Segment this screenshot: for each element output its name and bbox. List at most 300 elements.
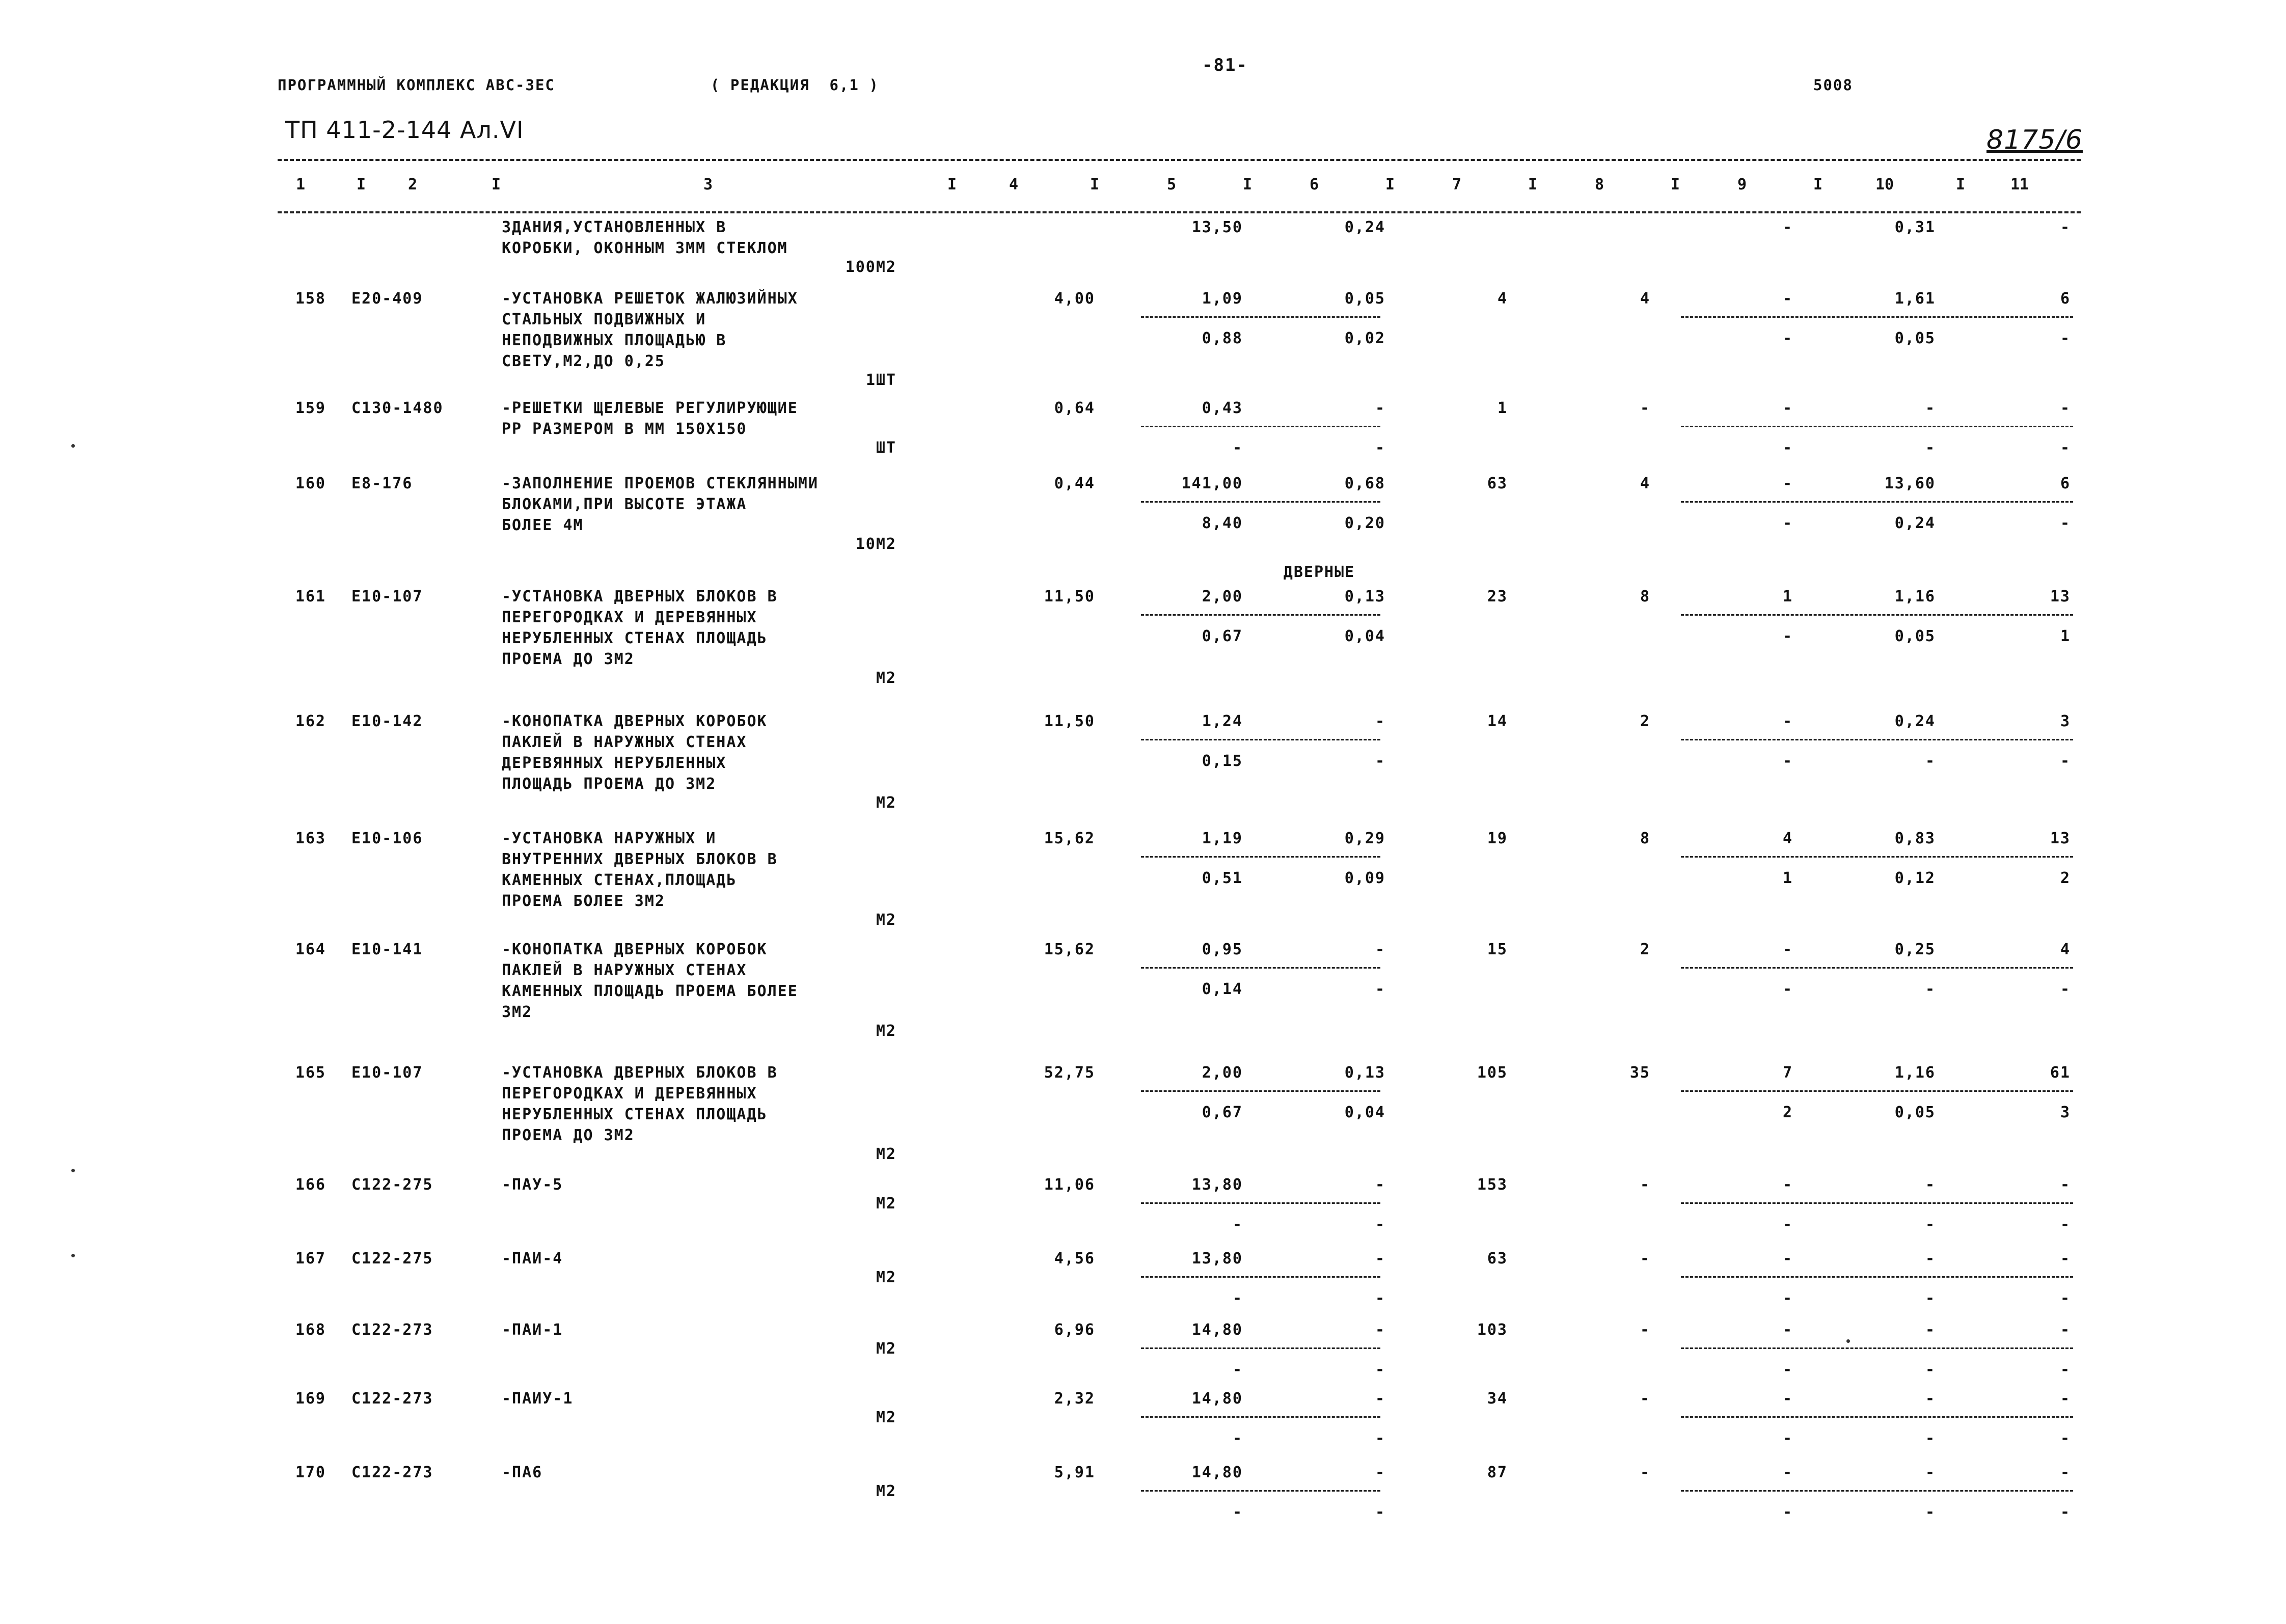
document-number: 8175/6 — [1986, 125, 2083, 155]
work-description: -ПАИ-4 — [502, 1250, 563, 1268]
work-description: КАМЕННЫХ СТЕНАХ,ПЛОЩАДЬ — [502, 871, 737, 889]
col10-subvalue: - — [1925, 752, 1936, 770]
work-description: ПАКЛЕЙ В НАРУЖНЫХ СТЕНАХ — [502, 961, 747, 979]
col7-value: 87 — [1487, 1464, 1508, 1481]
work-description: ПРОЕМА БОЛЕЕ 3М2 — [502, 892, 665, 910]
column-separator: I — [1243, 176, 1253, 194]
work-description: ДЕРЕВЯННЫХ НЕРУБЛЕННЫХ — [502, 754, 727, 772]
col10-value: - — [1925, 1464, 1936, 1481]
work-description: -УСТАНОВКА ДВЕРНЫХ БЛОКОВ В — [502, 588, 778, 605]
row-number: 164 — [295, 941, 326, 958]
col9-subvalue: - — [1782, 752, 1793, 770]
column-header-5: 5 — [1166, 176, 1177, 194]
work-description: КАМЕННЫХ ПЛОЩАДЬ ПРОЕМА БОЛЕЕ — [502, 982, 798, 1000]
row-number: 167 — [295, 1250, 326, 1268]
col6-subvalue: - — [1375, 1289, 1385, 1307]
scan-speck — [71, 1254, 75, 1257]
work-description: -ПАИУ-1 — [502, 1390, 574, 1408]
col9-subvalue: - — [1782, 1289, 1793, 1307]
subtotal-rule — [1141, 739, 1380, 740]
col11-value: - — [2060, 1176, 2071, 1194]
col11-subvalue: - — [2060, 752, 2071, 770]
rate-code: Е10-107 — [351, 1064, 423, 1082]
subtotal-rule — [1681, 501, 2073, 503]
col5-subvalue: - — [1232, 1503, 1243, 1521]
col6-subvalue: - — [1375, 980, 1385, 998]
col6-subvalue: - — [1375, 1503, 1385, 1521]
col9-value: - — [1782, 290, 1793, 308]
col5-value: 14,80 — [1191, 1464, 1243, 1481]
col8-value: - — [1640, 1464, 1650, 1481]
col7-value: 63 — [1487, 1250, 1508, 1268]
col11-value: 61 — [2050, 1064, 2071, 1082]
column-header-6: 6 — [1309, 176, 1319, 194]
col9-value: - — [1782, 218, 1793, 236]
col10-subvalue: - — [1925, 1289, 1936, 1307]
quantity: 6,96 — [1054, 1321, 1095, 1339]
column-separator: I — [1671, 176, 1680, 194]
column-header-1: 1 — [295, 176, 306, 194]
quantity: 4,00 — [1054, 290, 1095, 308]
page-marker: -81- — [1202, 55, 1248, 75]
col5-subvalue: 0,14 — [1202, 980, 1243, 998]
subtotal-rule — [1141, 316, 1380, 318]
col10-subvalue: 0,05 — [1894, 627, 1936, 645]
col6-subvalue: 0,09 — [1344, 869, 1385, 887]
col5-subvalue: 0,88 — [1202, 329, 1243, 347]
col10-subvalue: - — [1925, 1216, 1936, 1233]
col10-subvalue: - — [1925, 1503, 1936, 1521]
quantity: 11,50 — [1044, 588, 1095, 605]
col5-value: 1,09 — [1202, 290, 1243, 308]
col8-value: 35 — [1629, 1064, 1650, 1082]
col5-value: 1,24 — [1202, 712, 1243, 730]
col11-subvalue: - — [2060, 1361, 2071, 1379]
subtotal-rule — [1681, 1276, 2073, 1278]
col8-value: - — [1640, 1176, 1650, 1194]
col5-value: 13,50 — [1191, 218, 1243, 236]
row-number: 160 — [295, 475, 326, 492]
col6-subvalue: - — [1375, 439, 1385, 457]
col9-subvalue: - — [1782, 980, 1793, 998]
col11-subvalue: - — [2060, 1289, 2071, 1307]
row-number: 162 — [295, 712, 326, 730]
col6-value: - — [1375, 1464, 1385, 1481]
col6-subvalue: 0,20 — [1344, 514, 1385, 532]
col7-value: 15 — [1487, 941, 1508, 958]
subtotal-rule — [1681, 1490, 2073, 1492]
col7-value: 14 — [1487, 712, 1508, 730]
col9-value: - — [1782, 475, 1793, 492]
subtotal-rule — [1681, 1090, 2073, 1092]
column-header-9: 9 — [1737, 176, 1747, 194]
subtotal-rule — [1141, 1347, 1380, 1349]
col6-value: - — [1375, 712, 1385, 730]
subtotal-rule — [1141, 426, 1380, 427]
col8-value: 4 — [1640, 475, 1650, 492]
col11-subvalue: - — [2060, 439, 2071, 457]
header-rule-top — [278, 159, 2081, 161]
col11-subvalue: - — [2060, 980, 2071, 998]
col9-subvalue: - — [1782, 1503, 1793, 1521]
col11-subvalue: - — [2060, 329, 2071, 347]
column-header-10: 10 — [1875, 176, 1894, 194]
col5-value: 1,19 — [1202, 830, 1243, 847]
col10-value: 0,31 — [1894, 218, 1936, 236]
col5-subvalue: - — [1232, 439, 1243, 457]
work-description: ПЕРЕГОРОДКАХ И ДЕРЕВЯННЫХ — [502, 1085, 757, 1103]
col10-value: - — [1925, 1390, 1936, 1408]
col10-value: - — [1925, 1250, 1936, 1268]
col6-value: - — [1375, 941, 1385, 958]
row-number: 169 — [295, 1390, 326, 1408]
rate-code: С122-275 — [351, 1250, 433, 1268]
col9-subvalue: 1 — [1782, 869, 1793, 887]
col6-value: 0,29 — [1344, 830, 1385, 847]
col9-value: - — [1782, 1464, 1793, 1481]
col5-value: 0,43 — [1202, 399, 1243, 417]
work-description: -РЕШЕТКИ ЩЕЛЕВЫЕ РЕГУЛИРУЮЩИЕ — [502, 399, 798, 417]
col9-subvalue: - — [1782, 1429, 1793, 1447]
col6-value: 0,24 — [1344, 218, 1385, 236]
work-description: РР РАЗМЕРОМ В ММ 150Х150 — [502, 420, 747, 438]
col5-subvalue: - — [1232, 1216, 1243, 1233]
col11-value: 4 — [2060, 941, 2071, 958]
col10-subvalue: 0,24 — [1894, 514, 1936, 532]
subtotal-rule — [1681, 739, 2073, 740]
subtotal-rule — [1681, 1202, 2073, 1204]
work-description: СВЕТУ,М2,ДО 0,25 — [502, 352, 665, 370]
quantity: 4,56 — [1054, 1250, 1095, 1268]
rate-code: Е20-409 — [351, 290, 423, 308]
row-number: 168 — [295, 1321, 326, 1339]
scan-speck — [71, 1169, 75, 1172]
col8-value: 8 — [1640, 830, 1650, 847]
subtotal-rule — [1141, 1490, 1380, 1492]
col10-subvalue: 0,12 — [1894, 869, 1936, 887]
header-rule-bottom — [278, 211, 2081, 213]
subtotal-rule — [1681, 1416, 2073, 1418]
col10-value: - — [1925, 399, 1936, 417]
rate-code: Е10-106 — [351, 830, 423, 847]
column-separator: I — [1528, 176, 1538, 194]
work-description: НЕРУБЛЕННЫХ СТЕНАХ ПЛОЩАДЬ — [502, 629, 768, 647]
unit-of-measure: М2 — [876, 794, 896, 812]
column-separator: I — [1813, 176, 1823, 194]
edition-label: ( РЕДАКЦИЯ 6,1 ) — [711, 76, 879, 94]
unit-of-measure: 1ШТ — [865, 371, 896, 389]
subtotal-rule — [1681, 316, 2073, 318]
col11-value: 6 — [2060, 290, 2071, 308]
col11-value: - — [2060, 399, 2071, 417]
col6-subvalue: - — [1375, 1361, 1385, 1379]
col9-subvalue: - — [1782, 439, 1793, 457]
subtotal-rule — [1681, 856, 2073, 858]
col10-subvalue: - — [1925, 1429, 1936, 1447]
col10-value: - — [1925, 1321, 1936, 1339]
work-description: НЕРУБЛЕННЫХ СТЕНАХ ПЛОЩАДЬ — [502, 1106, 768, 1123]
col6-subvalue: - — [1375, 752, 1385, 770]
work-description: БЛОКАМИ,ПРИ ВЫСОТЕ ЭТАЖА — [502, 496, 747, 513]
subtotal-rule — [1681, 1347, 2073, 1349]
col6-value: - — [1375, 1176, 1385, 1194]
col5-subvalue: - — [1232, 1289, 1243, 1307]
col6-subvalue: - — [1375, 1216, 1385, 1233]
work-description: -УСТАНОВКА РЕШЕТОК ЖАЛЮЗИЙНЫХ — [502, 290, 798, 308]
col7-value: 1 — [1497, 399, 1508, 417]
col6-value: 0,68 — [1344, 475, 1385, 492]
unit-of-measure: 10М2 — [855, 535, 896, 553]
col9-value: - — [1782, 712, 1793, 730]
col11-subvalue: - — [2060, 1503, 2071, 1521]
column-header-11: 11 — [2010, 176, 2029, 194]
col11-value: - — [2060, 1250, 2071, 1268]
col7-value: 34 — [1487, 1390, 1508, 1408]
unit-of-measure: М2 — [876, 1195, 896, 1213]
quantity: 2,32 — [1054, 1390, 1095, 1408]
unit-of-measure: ШТ — [876, 439, 896, 457]
row-number: 161 — [295, 588, 326, 605]
col6-value: - — [1375, 1321, 1385, 1339]
column-separator: I — [1956, 176, 1966, 194]
rate-code: Е10-107 — [351, 588, 423, 605]
work-description: ПАКЛЕЙ В НАРУЖНЫХ СТЕНАХ — [502, 733, 747, 751]
unit-of-measure: М2 — [876, 1022, 896, 1040]
rate-code: С122-273 — [351, 1321, 433, 1339]
col9-value: - — [1782, 941, 1793, 958]
col6-value: - — [1375, 1390, 1385, 1408]
rate-code: С122-273 — [351, 1464, 433, 1481]
program-title: ПРОГРАММНЫЙ КОМПЛЕКС АВС-3ЕС — [278, 76, 555, 94]
work-description: ЗДАНИЯ,УСТАНОВЛЕННЫХ В — [502, 218, 727, 236]
col5-value: 13,80 — [1191, 1176, 1243, 1194]
subtotal-rule — [1141, 1090, 1380, 1092]
col8-value: 4 — [1640, 290, 1650, 308]
col11-value: 13 — [2050, 588, 2071, 605]
unit-of-measure: М2 — [876, 1340, 896, 1358]
subtotal-rule — [1681, 614, 2073, 616]
col6-subvalue: - — [1375, 1429, 1385, 1447]
subtotal-rule — [1141, 1276, 1380, 1278]
col5-value: 2,00 — [1202, 1064, 1243, 1082]
col9-value: 7 — [1782, 1064, 1793, 1082]
col9-value: 1 — [1782, 588, 1793, 605]
project-code: ТП 411-2-144 Ал.VI — [285, 116, 524, 144]
work-description: -ПАИ-1 — [502, 1321, 563, 1339]
col11-value: 3 — [2060, 712, 2071, 730]
col6-value: 0,05 — [1344, 290, 1385, 308]
work-description: ВНУТРЕННИХ ДВЕРНЫХ БЛОКОВ В — [502, 850, 778, 868]
col11-value: - — [2060, 1321, 2071, 1339]
col7-value: 19 — [1487, 830, 1508, 847]
col10-subvalue: 0,05 — [1894, 1104, 1936, 1121]
rate-code: Е8-176 — [351, 475, 413, 492]
col5-value: 0,95 — [1202, 941, 1243, 958]
quantity: 15,62 — [1044, 941, 1095, 958]
quantity: 11,06 — [1044, 1176, 1095, 1194]
col11-subvalue: - — [2060, 1429, 2071, 1447]
work-description: -ПА6 — [502, 1464, 543, 1481]
work-description: НЕПОДВИЖНЫХ ПЛОЩАДЬЮ В — [502, 332, 727, 349]
work-description: -ЗАПОЛНЕНИЕ ПРОЕМОВ СТЕКЛЯННЫМИ — [502, 475, 819, 492]
col11-subvalue: 2 — [2060, 869, 2071, 887]
col10-value: 0,24 — [1894, 712, 1936, 730]
col5-subvalue: 0,15 — [1202, 752, 1243, 770]
col8-value: - — [1640, 399, 1650, 417]
rate-code: Е10-141 — [351, 941, 423, 958]
work-description: КОРОБКИ, ОКОННЫМ 3ММ СТЕКЛОМ — [502, 239, 788, 257]
col10-value: 1,16 — [1894, 588, 1936, 605]
col5-subvalue: 0,67 — [1202, 627, 1243, 645]
col8-value: - — [1640, 1250, 1650, 1268]
rate-code: С122-275 — [351, 1176, 433, 1194]
col5-subvalue: 8,40 — [1202, 514, 1243, 532]
col6-subvalue: 0,02 — [1344, 329, 1385, 347]
subtotal-rule — [1141, 1416, 1380, 1418]
col10-subvalue: 0,05 — [1894, 329, 1936, 347]
col5-value: 14,80 — [1191, 1321, 1243, 1339]
col7-value: 23 — [1487, 588, 1508, 605]
rate-code: Е10-142 — [351, 712, 423, 730]
col9-subvalue: - — [1782, 514, 1793, 532]
subtotal-rule — [1681, 426, 2073, 427]
col9-value: - — [1782, 1321, 1793, 1339]
col8-value: - — [1640, 1390, 1650, 1408]
unit-of-measure: М2 — [876, 911, 896, 929]
col9-value: - — [1782, 1390, 1793, 1408]
sheet-number: 5008 — [1813, 76, 1853, 94]
column-separator: I — [1090, 176, 1100, 194]
subtotal-rule — [1141, 856, 1380, 858]
col10-subvalue: - — [1925, 439, 1936, 457]
scan-speck — [1846, 1339, 1850, 1343]
subtotal-rule — [1141, 501, 1380, 503]
col6-value: 0,13 — [1344, 588, 1385, 605]
col9-value: 4 — [1782, 830, 1793, 847]
col11-subvalue: 3 — [2060, 1104, 2071, 1121]
unit-of-measure: М2 — [876, 1145, 896, 1163]
col5-value: 2,00 — [1202, 588, 1243, 605]
unit-of-measure: М2 — [876, 1269, 896, 1286]
row-number: 163 — [295, 830, 326, 847]
col7-value: 105 — [1477, 1064, 1508, 1082]
col7-value: 4 — [1497, 290, 1508, 308]
unit-of-measure: М2 — [876, 1482, 896, 1500]
subtotal-rule — [1141, 614, 1380, 616]
col10-value: 1,16 — [1894, 1064, 1936, 1082]
col6-subvalue: 0,04 — [1344, 627, 1385, 645]
work-description: 3М2 — [502, 1003, 533, 1021]
col8-value: - — [1640, 1321, 1650, 1339]
column-header-8: 8 — [1594, 176, 1604, 194]
column-header-3: 3 — [703, 176, 713, 194]
unit-of-measure: 100М2 — [845, 258, 896, 276]
col10-value: - — [1925, 1176, 1936, 1194]
col5-value: 141,00 — [1181, 475, 1243, 492]
work-description: ПЕРЕГОРОДКАХ И ДЕРЕВЯННЫХ — [502, 609, 757, 626]
row-number: 158 — [295, 290, 326, 308]
col6-value: - — [1375, 399, 1385, 417]
subtotal-rule — [1681, 967, 2073, 969]
col6-value: - — [1375, 1250, 1385, 1268]
work-description: -ПАУ-5 — [502, 1176, 563, 1194]
column-separator: I — [492, 176, 501, 194]
column-header-4: 4 — [1009, 176, 1019, 194]
row-number: 159 — [295, 399, 326, 417]
work-description: -УСТАНОВКА НАРУЖНЫХ И — [502, 830, 717, 847]
col5-value: 14,80 — [1191, 1390, 1243, 1408]
col9-value: - — [1782, 399, 1793, 417]
col10-value: 0,25 — [1894, 941, 1936, 958]
col11-value: - — [2060, 1390, 2071, 1408]
quantity: 0,64 — [1054, 399, 1095, 417]
col9-subvalue: - — [1782, 627, 1793, 645]
col11-subvalue: 1 — [2060, 627, 2071, 645]
col11-value: - — [2060, 218, 2071, 236]
col9-subvalue: - — [1782, 1361, 1793, 1379]
col5-subvalue: 0,67 — [1202, 1104, 1243, 1121]
column-header-7: 7 — [1452, 176, 1462, 194]
col10-subvalue: - — [1925, 980, 1936, 998]
col5-subvalue: - — [1232, 1429, 1243, 1447]
rate-code: С122-273 — [351, 1390, 433, 1408]
scan-speck — [71, 444, 75, 448]
unit-of-measure: М2 — [876, 1409, 896, 1426]
col6-subvalue: 0,04 — [1344, 1104, 1385, 1121]
col10-value: 0,83 — [1894, 830, 1936, 847]
col9-value: - — [1782, 1250, 1793, 1268]
note-label: ДВЕРНЫЕ — [1283, 563, 1355, 581]
col11-value: 6 — [2060, 475, 2071, 492]
quantity: 52,75 — [1044, 1064, 1095, 1082]
work-description: ПРОЕМА ДО 3М2 — [502, 650, 635, 668]
row-number: 165 — [295, 1064, 326, 1082]
col5-subvalue: 0,51 — [1202, 869, 1243, 887]
subtotal-rule — [1141, 1202, 1380, 1204]
col9-subvalue: - — [1782, 1216, 1793, 1233]
work-description: ПРОЕМА ДО 3М2 — [502, 1126, 635, 1144]
column-header-2: 2 — [407, 176, 418, 194]
col8-value: 2 — [1640, 712, 1650, 730]
col9-subvalue: 2 — [1782, 1104, 1793, 1121]
quantity: 0,44 — [1054, 475, 1095, 492]
subtotal-rule — [1141, 967, 1380, 969]
col9-value: - — [1782, 1176, 1793, 1194]
unit-of-measure: М2 — [876, 669, 896, 687]
row-number: 166 — [295, 1176, 326, 1194]
col10-subvalue: - — [1925, 1361, 1936, 1379]
work-description: -КОНОПАТКА ДВЕРНЫХ КОРОБОК — [502, 941, 768, 958]
work-description: БОЛЕЕ 4М — [502, 516, 584, 534]
column-separator: I — [1385, 176, 1395, 194]
work-description: ПЛОЩАДЬ ПРОЕМА ДО 3М2 — [502, 775, 717, 793]
col5-value: 13,80 — [1191, 1250, 1243, 1268]
col7-value: 63 — [1487, 475, 1508, 492]
rate-code: С130-1480 — [351, 399, 444, 417]
col6-value: 0,13 — [1344, 1064, 1385, 1082]
column-separator: I — [357, 176, 366, 194]
quantity: 5,91 — [1054, 1464, 1095, 1481]
col11-value: 13 — [2050, 830, 2071, 847]
col5-subvalue: - — [1232, 1361, 1243, 1379]
col9-subvalue: - — [1782, 329, 1793, 347]
col7-value: 153 — [1477, 1176, 1508, 1194]
col10-value: 1,61 — [1894, 290, 1936, 308]
row-number: 170 — [295, 1464, 326, 1481]
col11-value: - — [2060, 1464, 2071, 1481]
col10-value: 13,60 — [1884, 475, 1936, 492]
col8-value: 8 — [1640, 588, 1650, 605]
